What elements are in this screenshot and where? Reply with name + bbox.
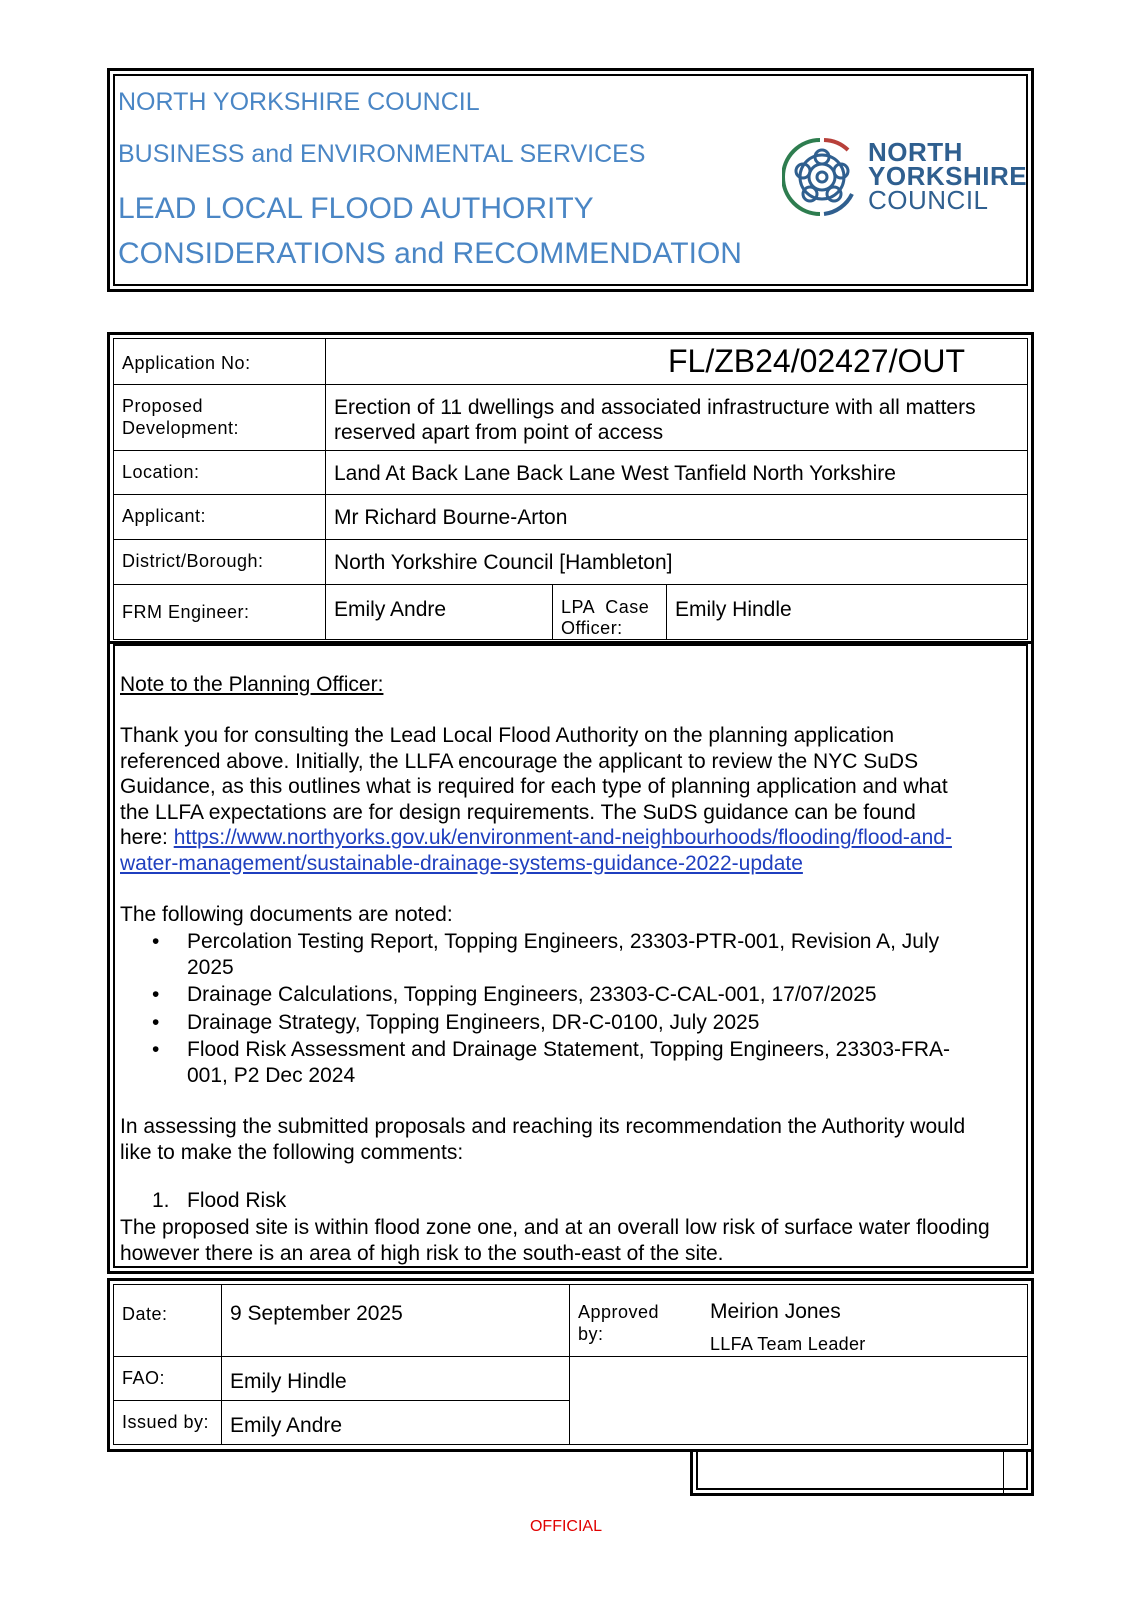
table-row	[114, 540, 1028, 585]
table-row	[114, 1285, 1028, 1357]
paragraph-line: Thank you for consulting the Lead Local Flood Authority on the planning application	[120, 724, 895, 747]
sign-off-table	[107, 1278, 1034, 1452]
note-intro-paragraph	[120, 723, 1022, 876]
list-number: 1.	[152, 1189, 170, 1212]
document-item-cont: 001, P2 Dec 2024	[187, 1064, 356, 1087]
fao-label: FAO:	[114, 1357, 222, 1401]
approved-label-line: by:	[578, 1324, 604, 1344]
bullet-icon: •	[152, 983, 160, 1006]
app-no-value: FL/ZB24/02427/OUT	[326, 339, 1028, 385]
classification-label: OFFICIAL	[529, 1518, 602, 1535]
approver-role: LLFA Team Leader	[710, 1334, 866, 1354]
empty-reference-box	[690, 1452, 1034, 1496]
location-label: Location:	[114, 451, 326, 495]
service-name: BUSINESS and ENVIRONMENTAL SERVICES	[118, 140, 646, 168]
applicant-value: Mr Richard Bourne-Arton	[326, 495, 1028, 540]
flood-risk-paragraph	[120, 1215, 1022, 1266]
documents-intro: The following documents are noted:	[120, 903, 453, 926]
approved-label-line: Approved	[578, 1302, 660, 1322]
lpa-label	[553, 585, 667, 640]
app-no-label: Application No:	[114, 339, 326, 385]
suds-guidance-link[interactable]: https://www.northyorks.gov.uk/environment-and-neighbourhoods/flooding/flood-and-	[173, 826, 952, 849]
district-value: North Yorkshire Council [Hambleton]	[326, 540, 1028, 585]
issued-label: Issued by:	[114, 1401, 222, 1445]
proposed-label	[114, 385, 326, 451]
paragraph-line	[120, 825, 1022, 851]
paragraph-line: The proposed site is within flood zone one, and at an overall low risk of surface water flooding	[120, 1216, 990, 1239]
paragraph-line: however there is an area of high risk to the south-east of the site.	[120, 1241, 724, 1265]
issued-value: Emily Andre	[222, 1401, 570, 1445]
document-item: Drainage Strategy, Topping Engineers, DR-C-0100, July 2025	[187, 1011, 760, 1034]
proposed-line: reserved apart from point of access	[334, 421, 664, 444]
applicant-label: Applicant:	[114, 495, 326, 540]
proposed-value	[326, 385, 1028, 451]
rose-emblem-icon	[782, 134, 862, 220]
lpa-label-line: LPA Case	[561, 597, 650, 617]
paragraph-line: like to make the following comments:	[120, 1140, 464, 1164]
table-row	[114, 385, 1028, 451]
council-logo	[782, 134, 1027, 224]
paragraph-line: Guidance, as this outlines what is required for each type of planning application and what	[120, 775, 948, 798]
logo-text-north: NORTH	[868, 137, 963, 167]
flood-risk-heading: Flood Risk	[187, 1189, 287, 1212]
table-row	[114, 339, 1028, 385]
document-item: Drainage Calculations, Topping Engineers, 23303-C-CAL-001, 17/07/2025	[187, 983, 877, 1006]
paragraph-line	[120, 851, 1022, 877]
document-item: Flood Risk Assessment and Drainage Statement, Topping Engineers, 23303-FRA-	[187, 1038, 951, 1061]
approver	[702, 1285, 1028, 1357]
lpa-value: Emily Hindle	[667, 585, 1028, 640]
frm-label: FRM Engineer:	[114, 585, 326, 640]
fao-value: Emily Hindle	[222, 1357, 570, 1401]
document-item-cont: 2025	[187, 956, 234, 979]
assessment-paragraph	[120, 1114, 1022, 1165]
paragraph-line: referenced above. Initially, the LLFA encourage the applicant to review the NYC SuDS	[120, 749, 919, 773]
proposed-label-line: Development:	[122, 418, 240, 438]
bullet-icon: •	[152, 1011, 160, 1034]
application-details-table	[107, 332, 1034, 644]
proposed-label-line: Proposed	[122, 396, 204, 416]
council-name: NORTH YORKSHIRE COUNCIL	[118, 88, 480, 116]
date-value: 9 September 2025	[222, 1285, 570, 1357]
bullet-icon: •	[152, 1038, 160, 1061]
table-row	[114, 585, 1028, 640]
note-heading: Note to the Planning Officer:	[120, 673, 384, 696]
paragraph-line: the LLFA expectations are for design requirements. The SuDS guidance can be found	[120, 800, 916, 824]
blank-cell	[570, 1357, 1028, 1445]
logo-text-yorkshire: YORKSHIRE	[868, 161, 1028, 191]
table-row	[114, 1357, 1028, 1401]
lpa-label-line: Officer:	[561, 618, 623, 638]
frm-value: Emily Andre	[326, 585, 553, 640]
here-text: here:	[120, 826, 174, 849]
table-row	[114, 495, 1028, 540]
approved-label	[570, 1285, 703, 1357]
table-row	[114, 451, 1028, 495]
approver-name: Meirion Jones	[710, 1300, 841, 1323]
date-label: Date:	[114, 1285, 222, 1357]
bullet-icon: •	[152, 930, 160, 953]
suds-guidance-link-cont[interactable]: water-management/sustainable-drainage-systems-guidance-2022-update	[120, 851, 803, 875]
district-label: District/Borough:	[114, 540, 326, 585]
document-title: CONSIDERATIONS and RECOMMENDATION	[118, 237, 742, 270]
logo-text-council: COUNCIL	[868, 185, 989, 215]
paragraph-line: In assessing the submitted proposals and reaching its recommendation the Authority would	[120, 1115, 966, 1138]
document-item: Percolation Testing Report, Topping Engineers, 23303-PTR-001, Revision A, July	[187, 930, 940, 953]
authority-title: LEAD LOCAL FLOOD AUTHORITY	[118, 192, 594, 225]
proposed-line: Erection of 11 dwellings and associated infrastructure with all matters	[334, 396, 976, 419]
location-value: Land At Back Lane Back Lane West Tanfield North Yorkshire	[326, 451, 1028, 495]
